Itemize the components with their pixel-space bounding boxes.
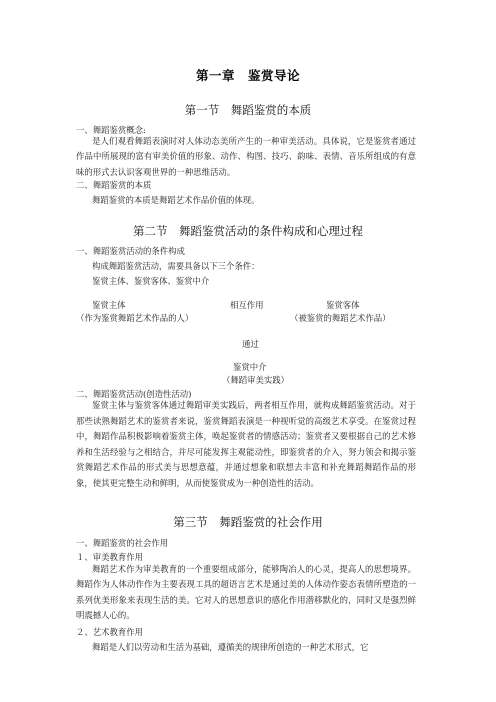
section-2-heading-2: 二、舞蹈鉴赏活动(创造性活动) (76, 389, 192, 399)
section-2-line-2: 鉴赏主体、鉴赏客体、鉴赏中介 (92, 276, 210, 286)
diagram-medium-note: （舞蹈审美实践） (222, 375, 289, 385)
diagram-interaction: 相互作用 (230, 300, 264, 310)
section-3-paragraph-1: 舞蹈艺术作为审美教育的一个重要组成部分，能够陶冶人的心灵，提高人的思想境界。舞蹈作为人体动作作为主要表现工具的超语言艺术是通过美的人体动作姿态表情所塑造的一系列优美形象来表现生活的美。它对人的思想意识的感化作用潜移默化的，同时又是强烈鲜明震撼人心的。 (76, 564, 416, 621)
diagram-subject-note: （作为鉴赏舞蹈艺术作品的人） (76, 313, 194, 323)
section-1-heading-2: 二、舞蹈鉴赏的本质 (76, 180, 152, 190)
section-1-title: 第一节 舞蹈鉴赏的本质 (184, 103, 312, 117)
diagram-subject: 鉴赏主体 (92, 300, 126, 310)
section-2-heading-1: 一、舞蹈鉴赏活动的条件构成 (76, 246, 185, 256)
section-1-paragraph-1: 是人们观看舞蹈表演时对人体动态美所产生的一种审美活动。具体说，它是鉴赏者通过作品中所展现的富有审美价值的形象、动作、构图、技巧、韵味、表情、音乐所组成的有意味的形式去认识客观世界的一种思维活动。 (76, 136, 416, 177)
section-1-paragraph-2: 舞蹈鉴赏的本质是舞蹈艺术作品价值的体现。 (92, 195, 260, 205)
section-3-paragraph-2: 舞蹈是人们以劳动和生活为基础，遵循美的规律所创造的一种艺术形式，它 (92, 642, 369, 652)
section-1-heading-1: 一、舞蹈鉴赏概念: (76, 125, 146, 135)
diagram-through: 通过 (242, 339, 259, 349)
section-3-title: 第三节 舞蹈鉴赏的社会作用 (173, 515, 323, 529)
section-3-heading-1: 一、舞蹈鉴赏的社会作用 (76, 538, 169, 548)
section-2-title: 第二节 舞蹈鉴赏活动的条件构成和心理过程 (133, 224, 363, 238)
diagram-medium: 鉴赏中介 (233, 362, 267, 372)
section-3-subheading-2: ２、艺术教育作用 (76, 627, 143, 637)
diagram-object: 鉴赏客体 (326, 300, 360, 310)
section-2-line-1: 构成舞蹈鉴赏活动，需要具备以下三个条件： (92, 261, 260, 271)
chapter-title: 第一章 鉴赏导论 (195, 68, 300, 83)
section-2-paragraph: 鉴赏主体与鉴赏客体通过舞蹈审美实践后，两者相互作用，就构成舞蹈鉴赏活动。对于那些读熟舞蹈艺术的鉴赏者来说，鉴赏舞蹈表演是一种视听觉的高级艺术享受。在鉴赏过程中，舞蹈作品积极影响着鉴赏主体，唤起鉴赏者的情感活动；鉴赏者又要根据自己的艺术修养和生活经验与之相结合，并尽可能发挥主观能动性，即鉴赏者的介入，努力领会和揭示鉴赏舞蹈艺术作品的形式美与思想意蕴，并通过想象和联想去丰富和补充舞蹈舞蹈作品的形象，使其更完整生动和鲜明，从而使鉴赏成为一种创造性的活动。 (76, 400, 416, 488)
section-3-subheading-1: １、审美教育作用 (76, 552, 143, 562)
diagram-object-note: （被鉴赏的舞蹈艺术作品） (290, 313, 391, 323)
